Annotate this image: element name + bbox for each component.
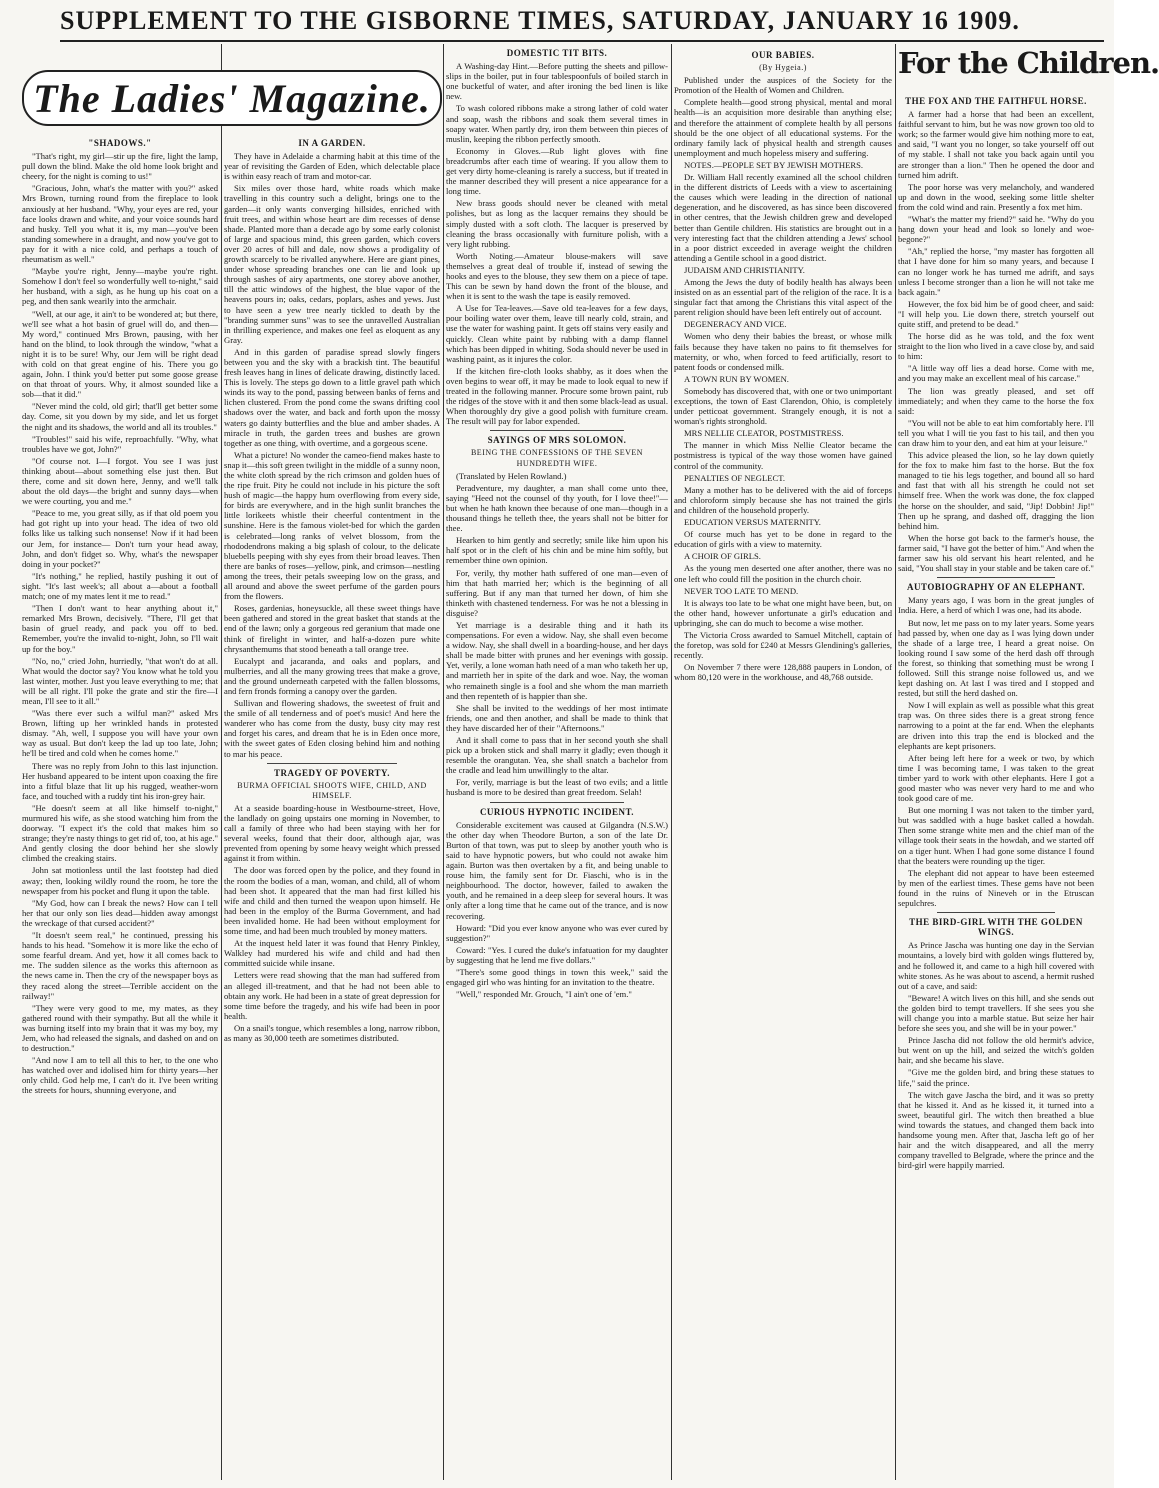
paragraph: "Gracious, John, what's the matter with you?" asked Mrs Brown, turning round from the fireplace to look anxiously at her husband. "Why, your eyes are red, your face looks drawn and white, and your voice sounds hard and husky. Tell you what it is, my man—you've been standing somewhere in a draught, and now you've got to pay for it with a nice cold, and perhaps a touch of rheumatism as well.": [22, 183, 218, 265]
article-heading: OUR BABIES.: [751, 50, 815, 60]
article-body: [22, 151, 218, 1095]
paragraph: It is always too late to be what one might have been, but, on the other hand, however unfortunate a girl's education and upbringing, she can do much to become a wise mother.: [674, 597, 892, 628]
column-rule: [895, 44, 896, 1480]
paragraph: Among the Jews the duty of bodily health has always been insisted on as an essential part of the religion of the race. It is a singular fact that among the Christians this vital aspect of the parent religion should have been left entirely out of account.: [674, 276, 892, 318]
article-heading: CURIOUS HYPNOTIC INCIDENT.: [479, 806, 635, 817]
article-body: [446, 61, 668, 426]
paragraph: "Maybe you're right, Jenny—maybe you're right. Somehow I don't feel so wonderfully well to-night," said her husband, with a sigh, as he hung up his coat on a peg, and then sank wearily into the armchair.: [22, 266, 218, 307]
paragraph: As the young men deserted one after another, there was no one left who could fill the position in the church choir.: [674, 563, 892, 584]
paragraph: John sat motionless until the last footstep had died away; then, looking wildly round the room, he tore the newspaper from his pocket and flung it upon the table.: [22, 865, 218, 896]
children-title: For the Children.: [898, 46, 1159, 80]
paragraph: "Well," responded Mr. Grouch, "I ain't one of 'em.": [456, 989, 632, 1000]
paragraph: NOTES.—PEOPLE SET BY JEWISH MOTHERS.: [684, 159, 864, 170]
article-heading: DOMESTIC TIT BITS.: [506, 48, 608, 58]
paragraph: To wash colored ribbons make a strong lather of cold water and soap, wash the ribbons and soak them several times in soapy water. When partly dry, iron them between thin pieces of muslin, keeping the ribbon perfectly smooth.: [446, 103, 668, 144]
masthead: [60, 6, 1104, 42]
paragraph: And in this garden of paradise spread slowly fingers between you and the sky with a brackish tint. The beautiful fresh leaves hang in lines of delicate drawing, distinctly laced. This is lovely. The steps go down to a little gravel path which winds its way to the pond, passing between banks of ferns and lichen clustered. From the pond come the swans drifting cool shadows over the water, and back and forth upon the mossy waters go dainty butterflies and the blue and amber shades. A miracle in truth, the garden trees and bushes are grown together as one thing, with overtime, and a gorgeous scene.: [224, 346, 440, 448]
article-heading: SAYINGS OF MRS SOLOMON.: [487, 435, 627, 446]
paragraph: At the inquest held later it was found that Henry Pinkley, Walkley had murdered his wife and child and had then committed suicide while insane.: [224, 938, 440, 969]
paragraph: "What's the matter my friend?" said he. "Why do you hang down your head and look so lonely and woe-begone?": [898, 214, 1094, 245]
paragraph: "They were very good to me, my mates, as they gathered round with their sympathy. But all the while it was burning itself into my brain that it was my boy, my Jem, who had released the signals, and dashed on and on to destruction.": [22, 1002, 218, 1054]
paragraph: NEVER TOO LATE TO MEND.: [684, 585, 799, 596]
paragraph: If the kitchen fire-cloth looks shabby, as it does when the oven begins to wear off, it may be made to look equal to new if treated in the following manner. Procure some brown paint, rub the ridges of the stove with it and then some black-lead as usual. When thoroughly dry give a good polish with furniture cream. The result will pay for labor expended.: [446, 365, 668, 427]
paragraph: "Beware! A witch lives on this hill, and she sends out the golden bird to tempt travellers. If she sees you she will change you into a marble statue. But seize her hair before she sees you, and she will be in your power.": [898, 992, 1094, 1034]
paragraph: "Well, at our age, it ain't to be wondered at; but there, we'll see what a hot basin of gruel will do, and then—My word," continued Mrs Brown, pausing, with her hand on the blind, to look through the window, "what a night it is to be sure! Why, our Jem will be right dead with cold on that great engine of his. There you go again, John. I think you'd better put some goose grease on that throat of yours. Why, it almost sounded like a sob—that it did.": [22, 308, 218, 400]
paragraph: For, verily, marriage is but the least of two evils; and a little husband is more to be desired than great freedom. Selah!: [446, 777, 668, 798]
paragraph: Six miles over those hard, white roads which make travelling in this country such a delight, brings one to the garden—it only wants converging hillsides, enriched with fruit trees, and within whose heart are dim recesses of dense shade. Planted more than a decade ago by some early colonist of large and spacious mind, this green garden, which covers over 20 acres of hill and dale, now shows a prodigality of growth scarcely to be rivalled anywhere. Here are giant pines, under whose spreading branches one can lie and look up through sashes of airy apartments, one storey above another, till the attic windows of the highest, the blue vapor of the heavens pours in; oaks, cedars, poplars, ashes and yews. Just to have seen a yew tree nearly tickled to death by the "branding summer suns" was to see the unravelled Australian in thrilling experience, and makes one feel as eloquent as any Gray.: [224, 183, 440, 345]
paragraph: "Then I don't want to hear anything about it," remarked Mrs Brown, decisively. "There, I'll get that basin of gruel ready, and pack you off to bed. Remember, you're the invalid to-night, John, so I'll wait up for the boy.": [22, 603, 218, 654]
paragraph: The Victoria Cross awarded to Samuel Mitchell, captain of the foretop, was sold for £240 at Messrs Glendining's galleries, recently.: [674, 629, 892, 661]
paragraph: As Prince Jascha was hunting one day in the Servian mountains, a lovely bird with golden wings fluttered by, and he followed it, and came to a high hill covered with white stones. As he was about to ascend, a hermit rushed out of a cave, and said:: [898, 940, 1094, 991]
paragraph: On a snail's tongue, which resembles a long, narrow ribbon, as many as 30,000 teeth are sometimes distributed.: [224, 1022, 440, 1043]
banner-frame: [22, 70, 442, 126]
divider: [937, 912, 1055, 913]
paragraph: For, verily, thy mother hath suffered of one man—even of him that hath married her; which is the beginning of all suffering. But if any man that turned her down, of him she thinketh with chastened tenderness. For was he not a blessing in disguise?: [446, 567, 668, 618]
paragraph: The witch gave Jascha the bird, and it was so pretty that he kissed it. And as he kissed it, it turned into a sweet, beautiful girl. The witch then breathed a blue wind towards the statues, and changed them back into handsome young men. After that, Jascha left go of her hair and the witch disappeared, and all the merry company travelled to Belgrade, where the prince and the bird-girl were happily married.: [898, 1089, 1094, 1171]
paragraph: Yet marriage is a desirable thing and it hath its compensations. For even a widow. Nay, she shall even become a widow. Nay, she shall dwell in a boarding-house, and her days shall be made bitter with prunes and her evenings with gossip. Yet, verily, a lone woman hath need of a man who taketh her up, and marrieth her in spite of the dark and woe. Nay, the woman who remaineth single is a fool and she whom the man marrieth and then repenteth of is happier than she.: [446, 619, 668, 701]
paragraph: JUDAISM AND CHRISTIANITY.: [684, 264, 805, 275]
column-4: [446, 44, 668, 1482]
paragraph: "That's right, my girl—stir up the fire, light the lamp, pull down the blind. Make the old home look bright and cheery, for the night is coming to us!": [22, 151, 218, 182]
paragraph: Sullivan and flowering shadows, the sweetest of fruit and the smile of all tenderness and of poet's music! And here the wanderer who has come from the dusty, busy city may rest and forget his cares, and dream that he is in Eden once more, with the sweet gates of Eden closing behind him and nothing to mar his peace.: [224, 698, 440, 759]
paragraph: (Translated by Helen Rowland.): [456, 470, 567, 481]
paragraph: Hearken to him gently and secretly; smile like him upon his half spot or in the cleft of his chin and be mine him softly, but remember thine own opinion.: [446, 535, 668, 566]
paragraph: But now, let me pass on to my later years. Some years had passed by, when one day as I was lying down under the shade of a large tree, I heard a great noise. On looking round I saw some of the herd dash off through the forest, so thinking that something must be wrong I followed. Still this strange noise followed us, and we kept dashing on. At last I was tired and I stopped and rested, but still the herd dashed on.: [898, 617, 1094, 699]
column-children: [898, 92, 1094, 1482]
paragraph: "A little way off lies a dead horse. Come with me, and you may make an excellent meal of his carcase.": [898, 363, 1094, 384]
paragraph: There was no reply from John to this last injunction. Her husband appeared to be intent upon coaxing the fire into a fitful blaze that lit up his rugged, weather-worn face, and touched with a ruddy tint his iron-grey hair.: [22, 760, 218, 801]
column-3: [224, 134, 440, 1482]
paragraph: They have in Adelaide a charming habit at this time of the year of revisiting the Garden of Eden, which delectable place is within easy reach of tram and motor-car.: [224, 151, 440, 182]
paragraph: A Use for Tea-leaves.—Save old tea-leaves for a few days, pour boiling water over them, leave till nearly cold, strain, and use the water for washing paint. It gets off stains very easily and quickly. Clean white paint by rubbing with a damp flannel which has been dipped in whiting. Soda should never be used in washing paint, as it injures the color.: [446, 303, 668, 364]
paragraph: "Ah," replied the horse, "my master has forgotten all that I have done for him so many years, and because I can no longer work he has turned me adrift, and says unless I become stronger than a lion he will not take me back again.": [898, 246, 1094, 297]
masthead-title: SUPPLEMENT TO THE GISBORNE TIMES, SATURDAY, JANUARY 16 1909.: [60, 6, 1020, 35]
paragraph: Economy in Gloves.—Rub light gloves with fine breadcrumbs after each time of wearing. If you allow them to get very dirty home-cleaning is rarely a success, but if treated in the manner described they will present a nice appearance for a long time.: [446, 145, 668, 197]
paragraph: Many a mother has to be delivered with the aid of forceps and chloroform simply because she has not trained the girls and children of the household properly.: [674, 484, 892, 515]
paragraph: "No, no," cried John, hurriedly, "that won't do at all. What would the doctor say? You know what he told you last winter, mother. Just you leave everything to me; that will be all right. I'll poke the grate and stir the fire—I mean, I'll see to it all.": [22, 655, 218, 706]
column-1: [22, 134, 218, 1482]
divider: [937, 577, 1055, 578]
article-heading: "SHADOWS.": [88, 138, 152, 148]
paragraph: Dr. William Hall recently examined all the school children in the different districts of Leeds with a view to ascertaining the causes which were leading in the direction of national degeneration, and he discovered, as has since been discovered in other centres, that the Jewish children grew and developed better than Gentile children. His statistics are brought out in a very interesting fact that the children attending a Jews' school in a poor district exceeded in average weight the children attending a Gentile school in a good district.: [674, 172, 892, 263]
paragraph: The horse did as he was told, and the fox went straight to the lion who lived in a cave close by, and said to him:: [898, 331, 1094, 362]
paragraph: The door was forced open by the police, and they found in the room the bodies of a man, woman, and child, all of whom had been shot. It appeared that the man had first killed his wife and child and then turned the weapon upon himself. He had been in the employ of the Burma Government, and had been invalided home. He had been without employment for some time, and had been much troubled by money matters.: [224, 865, 440, 937]
paragraph: "And now I am to tell all this to her, to the one who has watched over and idolised him for thirty years—her only child. God help me, I can't do it. I've been writing the streets for hours, shunning everyone, and: [22, 1055, 218, 1096]
children-banner: [898, 46, 1159, 86]
paragraph: She shall be invited to the weddings of her most intimate friends, one and then another, and shall be made to think that they have discarded her of their "Afternoons.": [446, 702, 668, 733]
paragraph: "Never mind the cold, old girl; that'll get better some day. Come, sit you down by my side, and let us forget the night and its shadows, the world and all its troubles.": [22, 401, 218, 432]
paragraph: After being left here for a week or two, by which time I was becoming tame, I was taken to the great timber yard to work with other elephants. Here I got a good master who was never very hard to me and who took good care of me.: [898, 752, 1094, 804]
paragraph: At a seaside boarding-house in Westbourne-street, Hove, the landlady on going upstairs one morning in November, to call a family of three who had been staying with her for several weeks, found that their door, although ajar, was prevented from opening by some heavy weight which pressed against it from within.: [224, 802, 440, 864]
paragraph: This advice pleased the lion, so he lay down quietly for the fox to make him fast to the horse. But the fox managed to tie his legs together, and bound all so hard and fast that with all his strength he could not set himself free. When the work was done, the fox clapped the horse on the shoulder, and said, "Jip! Dobbin! Jip!" Then up he sprang, and dashed off, dragging the lion behind him.: [898, 450, 1094, 531]
article-body: [224, 803, 440, 1043]
paragraph: Roses, gardenias, honeysuckle, all these sweet things have been gathered and stored in the great basket that stands at the end of the lawn; only a gorgeous red geranium that made one think of firelight in winter, and half-a-dozen pure white chrysanthemums that stood beneath a tall orange tree.: [224, 603, 440, 654]
article-byline: (By Hygeia.): [759, 63, 807, 73]
article-heading: THE FOX AND THE FAITHFUL HORSE.: [905, 96, 1087, 106]
article-subheading: BURMA OFFICIAL SHOOTS WIFE, CHILD, AND HIMSELF.: [237, 780, 427, 800]
paragraph: Eucalypt and jacaranda, and oaks and poplars, and mulberries, and all the many growing trees that make a grove, and the ground underneath carpeted with the fallen blossoms, and fern fronds forming a canopy over the garden.: [224, 655, 440, 696]
paragraph: Peradventure, my daughter, a man shall come unto thee, saying "Heed not the counsel of thy youth, for I love thee!"—but when he hath known thee because of one man—though in a thousand things he telleth thee, the years shall not be bitter for thee.: [446, 482, 668, 534]
paragraph: "There's some good things in town this week," said the engaged girl who was hinting for an invitation to the theatre.: [446, 966, 668, 988]
paragraph: "It doesn't seem real," he continued, pressing his hands to his head. "Somehow it is more like the echo of some fearful dream. And yet, how it all comes back to me. The sudden silence as the works this afternoon as the news came in. Then the cry of the newspaper boys as they raced along the street—Terrible accident on the railway!": [22, 930, 218, 1001]
paragraph: Many years ago, I was born in the great jungles of India. Here, a herd of which I was one, had its abode.: [898, 595, 1094, 616]
paragraph: DEGENERACY AND VICE.: [684, 319, 787, 330]
paragraph: MRS NELLIE CLEATOR, POSTMISTRESS.: [684, 428, 844, 439]
paragraph: "Peace to me, you great silly, as if that old poem you had got right up into your head. The idea of two old folks like us talking such nonsense! Now if it had been our Jem, for instance— Don't turn your head away, John, and don't fidget so. Why, what's the newspaper doing in your pocket?": [22, 508, 218, 569]
paragraph: "He doesn't seem at all like himself to-night," murmured his wife, as she stood watching him from the doorway. "I expect it's the cold that makes him so strange; they're nasty things to get rid of, too, at his age." And gently closing the door behind her she slowly climbed the creaking stairs.: [22, 802, 218, 864]
column-babies: [674, 46, 892, 1482]
paragraph: The lion was greatly pleased, and set off immediately; and when they came to the horse the fox said:: [898, 385, 1094, 416]
paragraph: When the horse got back to the farmer's house, the farmer said, "I have got the better of him." And when the farmer saw his old servant his heart relented, and he said, "You shall stay in your stable and be taken care of.": [898, 532, 1094, 574]
paragraph: "Give me the golden bird, and bring these statues to life," said the prince.: [898, 1067, 1094, 1088]
paragraph: PENALTIES OF NEGLECT.: [684, 472, 785, 483]
paragraph: And it shall come to pass that in her second youth she shall pick up a broken stick and shall marry it gladly; even though it resemble the orangutan. Yea, she shall snatch a bachelor from the cradle and lead him unwillingly to the altar.: [446, 735, 668, 776]
paragraph: The poor horse was very melancholy, and wandered up and down in the wood, seeking some little shelter from the cold wind and rain. Presently a fox met him.: [898, 181, 1094, 212]
article-body: [446, 471, 668, 798]
paragraph: Now I will explain as well as possible what this great trap was. On three sides there is a great strong fence narrowing to a point at the far end. When the elephants are driven into this trap the end is blocked and the elephants are kept prisoners.: [898, 700, 1094, 751]
paragraph: But one morning I was not taken to the timber yard, but was saddled with a huge basket called a howdah. Then some strange white men and the chief man of the village took their seats in the howdah, and we started off on a tiger hunt. When I had gone some distance I found that the beaters were rounding up the tiger.: [898, 805, 1094, 866]
article-heading: IN A GARDEN.: [298, 138, 366, 148]
banner-title: The Ladies' Magazine.: [33, 75, 431, 121]
ladies-magazine-banner: [22, 60, 438, 130]
paragraph: "It's nothing," he replied, hastily pushing it out of sight. "It's last week's; all about a—about a football match; one of my mates lent it me to read.": [22, 570, 218, 602]
paragraph: A TOWN RUN BY WOMEN.: [684, 373, 789, 384]
paragraph: Worth Noting.—Amateur blouse-makers will save themselves a great deal of trouble if, instead of sewing the hooks and eyes to the blouse, they sew them on a piece of tape. This can be sewn by hand down the front of the blouse, and when it is sent to the wash the tape is easily removed.: [446, 250, 668, 302]
column-rule: [221, 44, 222, 1480]
article-subheading: BEING THE CONFESSIONS OF THE SEVEN HUNDREDTH WIFE.: [470, 448, 644, 468]
paragraph: Women who deny their babies the breast, or whose milk fails because they have taken no pains to fit themselves for maternity, or who, when forced to feed artificially, resort to patent foods or condensed milk.: [674, 331, 892, 372]
divider: [490, 802, 623, 803]
paragraph: Prince Jascha did not follow the old hermit's advice, but went on up the hill, and seized the witch's golden hair, and she became his slave.: [898, 1035, 1094, 1066]
column-rule: [671, 44, 672, 1480]
paragraph: On November 7 there were 128,888 paupers in London, of whom 80,120 were in the workhouse, and 48,768 outside.: [674, 662, 892, 683]
paragraph: A Washing-day Hint.—Before putting the sheets and pillow-slips in the boiler, put in four tablespoonfuls of boiled starch in one bucketful of water, and after ironing the bed linen is like new.: [446, 61, 668, 102]
article-heading: THE BIRD-GIRL WITH THE GOLDEN WINGS.: [909, 917, 1083, 938]
paragraph: Coward: "Yes. I cured the duke's infatuation for my daughter by suggesting that he lend me five dollars.": [446, 944, 668, 965]
paragraph: However, the fox bid him be of good cheer, and said: "I will help you. Lie down there, stretch yourself out quite stiff, and pretend to be dead.": [898, 298, 1094, 329]
paragraph: A CHOIR OF GIRLS.: [684, 551, 761, 562]
article-body: [224, 151, 440, 759]
article-body: [446, 820, 668, 1000]
paragraph: What a picture! No wonder the cameo-fiend makes haste to snap it—this soft green twilight in the middle of a sunny noon, the white cloth spread by the rich crimson and golden hues of the ripe fruit. Pity he could not include in his picture the soft hush of magic—the happy hum overflowing from every side, for birds are everywhere, and in the high sunlit branches the little lorikeets whistle their cheerful contentment in the sunshine. Here is the famous violet-bed for which the garden is celebrated—long ranks of velvet blossom, from the rhododendrons making a big splash of colour, to the delicate bluebells peeping with shy eyes from their broad leaves. Then there are banks of roses—yellow, pink, and crimson—nestling among the trees, their petals sweeping low on the grass, and all around and above the sweet perfume of the garden pours from the flowers.: [224, 449, 440, 602]
paragraph: A farmer had a horse that had been an excellent, faithful servant to him, but he was now grown too old to work; so the farmer would give him nothing more to eat, and said, "I want you no longer, so take yourself off out of my stable. I shall not take you back again until you are stronger than a lion." Then he opened the door and turned him adrift.: [898, 109, 1094, 180]
paragraph: EDUCATION VERSUS MATERNITY.: [684, 517, 821, 528]
paragraph: "Was there ever such a wilful man?" asked Mrs Brown, lifting up her wrinkled hands in protested dismay. "Ah, well, I suppose you will have your own way as usual. But don't keep the lad up too late, John; he'll be tired and cold when he comes home.": [22, 708, 218, 759]
divider: [490, 430, 623, 431]
paragraph: Somebody has discovered that, with one or two unimportant exceptions, the town of East Clarendon, Ohio, is completely under petticoat government. Strangely enough, it is not a woman's rights stronghold.: [674, 385, 892, 427]
paragraph: New brass goods should never be cleaned with metal polishes, but as long as the lacquer remains they should be simply dusted with a soft cloth. The lacquer is preserved by cleaning the brass occasionally with furniture polish, with a very light rubbing.: [446, 198, 668, 249]
divider: [267, 763, 397, 764]
article-heading: AUTOBIOGRAPHY OF AN ELEPHANT.: [906, 582, 1086, 593]
paragraph: Published under the auspices of the Society for the Promotion of the Health of Women and Children.: [674, 75, 892, 96]
column-rule: [443, 44, 444, 1480]
paragraph: Of course much has yet to be done in regard to the education of girls with a view to maternity.: [674, 529, 892, 550]
paragraph: Howard: "Did you ever know anyone who was ever cured by suggestion?": [446, 922, 668, 943]
paragraph: The manner in which Miss Nellie Cleator became the postmistress is typical of the way those women have gained control of the community.: [674, 440, 892, 471]
paragraph: Letters were read showing that the man had suffered from an alleged ill-treatment, and that he had not been able to obtain any work. He had been in a state of great depression for some time before the tragedy, and his wife had been in poor health.: [224, 970, 440, 1021]
paragraph: "Troubles!" said his wife, reproachfully. "Why, what troubles have we got, John?": [22, 433, 218, 454]
paragraph: The elephant did not appear to have been esteemed by men of the earliest times. These gems have not been found in the ruins of Nineveh or in the Etruscan sepulchres.: [898, 867, 1094, 909]
article-heading: TRAGEDY OF POVERTY.: [274, 767, 390, 778]
paragraph: Considerable excitement was caused at Gilgandra (N.S.W.) the other day when Theodore Burton, a son of the late Dr. Burton of that town, was put to sleep by another youth who is said to have hypnotic powers, but who could not awake him again. Burton was then overtaken by a fit, and being unable to rouse him, the family sent for Dr. Fiaschi, who is in the neighbourhood. The doctor, however, failed to awaken the youth, and he remained in a deep sleep for several hours. It was only after a long time that he came out of the trance, and is now recovering.: [446, 819, 668, 921]
paragraph: "You will not be able to eat him comfortably here. I'll tell you what I will tie you fast to his tail, and then you can draw him to your den, and eat him at your leisure.": [898, 417, 1094, 448]
paragraph: "Of course not. I—I forgot. You see I was just thinking about—about something else just then. But there, come and sit down here, Jenny, and we'll talk about the old days—the bright and sunny days—when we were courting, you and me.": [22, 455, 218, 507]
paragraph: Complete health—good strong physical, mental and moral health—is an acquisition more desirable than anything else; and therefore the attainment of complete health by all persons should be the one object of all educational systems. For the ordinary family lack of physical health and strength causes unemployment and much hopeless misery and suffering.: [674, 97, 892, 158]
paragraph: "My God, how can I break the news? How can I tell her that our only son lies dead—hidden away amongst the wreckage of that cursed accident?": [22, 897, 218, 928]
